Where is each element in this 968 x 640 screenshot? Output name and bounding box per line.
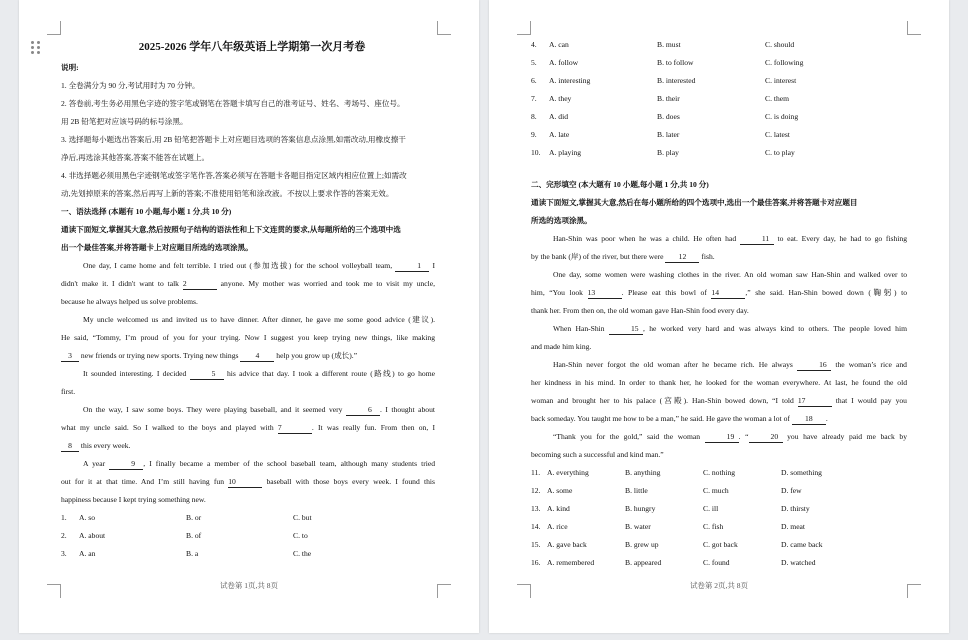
question-options	[531, 72, 907, 90]
option-b[interactable]: B. little	[625, 486, 648, 495]
question-options	[531, 518, 907, 536]
question-number: 1.	[61, 513, 67, 522]
blank-17[interactable]: 17	[798, 396, 832, 407]
page-2-content	[531, 36, 907, 572]
passage-line: It sounded interesting. I decided 5 his advice that day. I took a different route (路线) to go home	[83, 369, 435, 378]
option-a[interactable]: A. gave back	[547, 540, 587, 549]
question-options	[531, 464, 907, 482]
passage-line: by the bank (岸) of the river, but there were 12 fish.	[531, 252, 715, 261]
option-c[interactable]: C. much	[703, 486, 729, 495]
question-options	[531, 36, 907, 54]
blank-13[interactable]: 13	[588, 288, 622, 299]
section-instructions: 所选的选项涂黑。	[531, 216, 592, 225]
blank-2[interactable]: 2	[183, 279, 217, 290]
question-options	[531, 482, 907, 500]
option-c[interactable]: C. but	[293, 513, 312, 522]
notes-heading: 说明:	[61, 63, 79, 72]
option-c[interactable]: C. got back	[703, 540, 738, 549]
question-number: 2.	[61, 531, 67, 540]
option-a[interactable]: A. interesting	[549, 76, 591, 85]
option-b[interactable]: B. to follow	[657, 58, 694, 67]
question-number: 4.	[531, 40, 537, 49]
blank-16[interactable]: 16	[797, 360, 831, 371]
blank-6[interactable]: 6	[346, 405, 380, 416]
passage-line: woman and brought her to his palace (宫殿). Han-Shin bowed down, “I told 17 that I would pay you	[531, 396, 907, 405]
blank-19[interactable]: 19	[705, 432, 739, 443]
passage-line: He said, “Tommy, I’m proud of you for your trying. Now I suggest you keep trying new things, like making	[61, 333, 435, 342]
option-a[interactable]: A. so	[79, 513, 96, 522]
passage-line: 8 this every week.	[61, 437, 435, 455]
page-1-content	[61, 38, 435, 563]
option-a[interactable]: A. playing	[549, 148, 582, 157]
option-c[interactable]: C. them	[765, 94, 790, 103]
question-number: 10.	[531, 148, 541, 157]
passage-line: happiness because I kept trying something new.	[61, 495, 206, 504]
question-number: 15.	[531, 540, 541, 549]
document-page-2	[489, 0, 949, 633]
option-d[interactable]: D. came back	[781, 540, 823, 549]
note-line: 2. 答卷前,考生务必用黑色字迹的签字笔或钢笔在答题卡填写自己的准考证号、姓名、考场号、座位号。	[61, 99, 405, 108]
passage-line: My uncle welcomed us and invited us to have dinner. After dinner, he gave me some good advice (建议).	[83, 315, 435, 324]
option-c[interactable]: C. following	[765, 58, 804, 67]
crop-mark	[517, 21, 531, 35]
note-line: 4. 非选择题必须用黑色字迹钢笔或签字笔作答,答案必须写在答题卡各题目指定区域内相应位置上;如需改	[61, 171, 407, 180]
option-c[interactable]: C. should	[765, 40, 795, 49]
blank-7[interactable]: 7	[278, 423, 312, 434]
question-options	[531, 536, 907, 554]
passage-line: what my uncle said. So I walked to the boys and played with 7 . It was really fun. From then on, I	[61, 423, 435, 432]
option-a[interactable]: A. an	[79, 549, 96, 558]
option-b[interactable]: B. a	[186, 549, 199, 558]
option-c[interactable]: C. fish	[703, 522, 724, 531]
passage-line: “Thank you for the gold,” said the woman 19 . “ 20 you have already paid me back by	[553, 432, 907, 441]
blank-11[interactable]: 11	[740, 234, 774, 245]
passage-line: Han-Shin was poor when he was a child. He often had 11 to eat. Every day, he had to go fishing	[553, 234, 907, 243]
option-c[interactable]: C. to	[293, 531, 308, 540]
blank-10[interactable]: 10	[228, 477, 262, 488]
page-title: 2025-2026 学年八年级英语上学期第一次月考卷	[138, 41, 366, 53]
section-heading: 二、完形填空 (本大题有 10 小题,每小题 1 分,共 10 分)	[531, 180, 709, 189]
question-number: 11.	[531, 468, 541, 477]
option-c[interactable]: C. interest	[765, 76, 797, 85]
document-page-1	[19, 0, 479, 633]
question-options	[61, 545, 435, 563]
option-a[interactable]: A. can	[549, 40, 569, 49]
question-options	[61, 509, 435, 527]
section-instructions: 通读下面短文,掌握其大意,然后在每小题所给的四个选项中,选出一个最佳答案,并将答题卡对应题目	[531, 198, 858, 207]
question-options	[531, 554, 907, 572]
drag-handle-icon[interactable]	[31, 41, 41, 55]
option-a[interactable]: A. did	[549, 112, 568, 121]
option-b[interactable]: B. of	[186, 531, 202, 540]
question-options	[531, 144, 907, 162]
crop-mark	[907, 21, 921, 35]
option-c[interactable]: C. found	[703, 558, 730, 567]
question-number: 5.	[531, 58, 537, 67]
question-number: 7.	[531, 94, 537, 103]
blank-8[interactable]: 8	[61, 441, 79, 452]
option-a[interactable]: A. rice	[547, 522, 568, 531]
question-options	[531, 126, 907, 144]
blank-9[interactable]: 9	[109, 459, 143, 470]
passage-line: out for it at that time. And I’m still having fun 10 baseball with those boys every week. I found this	[61, 477, 435, 486]
note-line: 3. 选择题每小题选出答案后,用 2B 铅笔把答题卡上对应题目选项的答案信息点涂黑,如需改动,用橡皮擦干	[61, 135, 406, 144]
passage-line: Han-Shin never forgot the old woman after he became rich. He always 16 the woman’s rice and	[553, 360, 907, 369]
question-number: 9.	[531, 130, 537, 139]
question-number: 6.	[531, 76, 537, 85]
passage-line: her kindness in his mind. In order to thank her, he looked for the woman everywhere. At last, he found the old	[531, 378, 907, 387]
blank-5[interactable]: 5	[190, 369, 224, 380]
option-b[interactable]: B. water	[625, 522, 651, 531]
option-d[interactable]: D. watched	[781, 558, 816, 567]
option-b[interactable]: B. does	[657, 112, 680, 121]
blank-12[interactable]: 12	[665, 252, 699, 263]
question-number: 13.	[531, 504, 541, 513]
note-line: 用 2B 铅笔把对应该号码的标号涂黑。	[61, 117, 188, 126]
passage-line: back someday. You taught me how to be a man,” he said. He gave the woman a lot of 18 .	[531, 414, 828, 423]
passage-line: first.	[61, 387, 76, 396]
option-b[interactable]: B. hungry	[625, 504, 656, 513]
passage-line: 3 new friends or trying new sports. Trying new things 4 help you grow up (成长).”	[61, 347, 435, 365]
question-options	[531, 90, 907, 108]
blank-3[interactable]: 3	[61, 351, 79, 362]
blank-1[interactable]: 1	[395, 261, 429, 272]
option-d[interactable]: D. meat	[781, 522, 806, 531]
crop-mark	[47, 21, 61, 35]
passage-line: didn't make it. I didn't want to talk 2 anyone. My mother was worried and took me to visit my uncle,	[61, 279, 435, 288]
passage-line: One day, I came home and felt terrible. I tried out (参加选拔) for the school volleyball team, 1 I	[83, 261, 435, 270]
blank-14[interactable]: 14	[711, 288, 745, 299]
passage-line: and made him king.	[531, 342, 592, 351]
section-heading: 一、语法选择 (本题有 10 小题,每小题 1 分,共 10 分)	[61, 207, 232, 216]
section-instructions: 出一个最佳答案,并将答题卡上对应题目所选的选项涂黑。	[61, 243, 253, 252]
option-a[interactable]: A. they	[549, 94, 572, 103]
passage-line: A year 9 , I finally became a member of the school baseball team, although many students tried	[83, 459, 435, 468]
question-options	[531, 500, 907, 518]
option-c[interactable]: C. to play	[765, 148, 795, 157]
option-d[interactable]: D. thirsty	[781, 504, 810, 513]
question-number: 14.	[531, 522, 541, 531]
note-line: 净后,再选涂其他答案,答案不能答在试题上。	[61, 153, 210, 162]
blank-4[interactable]: 4	[240, 351, 274, 362]
question-number: 3.	[61, 549, 67, 558]
passage-line: thank her. From then on, the old woman gave Han-Shin food every day.	[531, 306, 749, 315]
option-a[interactable]: A. follow	[549, 58, 579, 67]
option-c[interactable]: C. latest	[765, 130, 790, 139]
note-line: 1. 全卷满分为 90 分,考试用时为 70 分钟。	[61, 81, 200, 90]
note-line: 动,先划掉原来的答案,然后再写上新的答案;不准使用铅笔和涂改液。不按以上要求作答的答案无效。	[61, 189, 394, 198]
option-b[interactable]: B. their	[657, 94, 680, 103]
option-b[interactable]: B. must	[657, 40, 681, 49]
option-b[interactable]: B. play	[657, 148, 679, 157]
question-number: 8.	[531, 112, 537, 121]
option-c[interactable]: C. the	[293, 549, 312, 558]
passage-line: becoming such a successful and kind man.”	[531, 450, 664, 459]
option-d[interactable]: D. few	[781, 486, 802, 495]
crop-mark	[437, 21, 451, 35]
blank-18[interactable]: 18	[792, 414, 826, 425]
option-a[interactable]: A. remembered	[547, 558, 595, 567]
option-a[interactable]: A. some	[547, 486, 573, 495]
option-a[interactable]: A. late	[549, 130, 570, 139]
page-footer: 试卷第 2页,共 8页	[689, 581, 749, 590]
passage-line: One day, some women were washing clothes in the river. An old woman saw Han-Shin and walked over to	[553, 270, 907, 279]
option-c[interactable]: C. nothing	[703, 468, 736, 477]
option-b[interactable]: B. appeared	[625, 558, 662, 567]
section-instructions: 通读下面短文,掌握其大意,然后按照句子结构的语法性和上下文连贯的要求,从每题所给的三个选项中选	[61, 225, 401, 234]
passage-line: On the way, I saw some boys. They were playing baseball, and it seemed very 6 . I thought about	[83, 405, 435, 414]
question-number: 12.	[531, 486, 541, 495]
option-d[interactable]: D. something	[781, 468, 822, 477]
option-c[interactable]: C. is doing	[765, 112, 799, 121]
option-c[interactable]: C. ill	[703, 504, 719, 513]
option-a[interactable]: A. about	[79, 531, 106, 540]
option-a[interactable]: A. kind	[547, 504, 570, 513]
passage-line: When Han-Shin 15 , he worked very hard and was always kind to others. The people loved him	[553, 324, 907, 333]
passage-line: because he always helped us solve problems.	[61, 297, 198, 306]
option-b[interactable]: B. anything	[625, 468, 661, 477]
blank-20[interactable]: 20	[749, 432, 783, 443]
question-options	[531, 108, 907, 126]
option-a[interactable]: A. everything	[547, 468, 589, 477]
option-b[interactable]: B. or	[186, 513, 202, 522]
question-number: 16.	[531, 558, 541, 567]
blank-15[interactable]: 15	[609, 324, 643, 335]
question-options	[531, 54, 907, 72]
option-b[interactable]: B. interested	[657, 76, 696, 85]
passage-line: him, “You look 13 . Please eat this bowl of 14 ,” she said. Han-Shin bowed down (鞠躬) to	[531, 288, 907, 297]
option-b[interactable]: B. later	[657, 130, 680, 139]
option-b[interactable]: B. grew up	[625, 540, 659, 549]
question-options	[61, 527, 435, 545]
page-footer: 试卷第 1页,共 8页	[219, 581, 279, 590]
